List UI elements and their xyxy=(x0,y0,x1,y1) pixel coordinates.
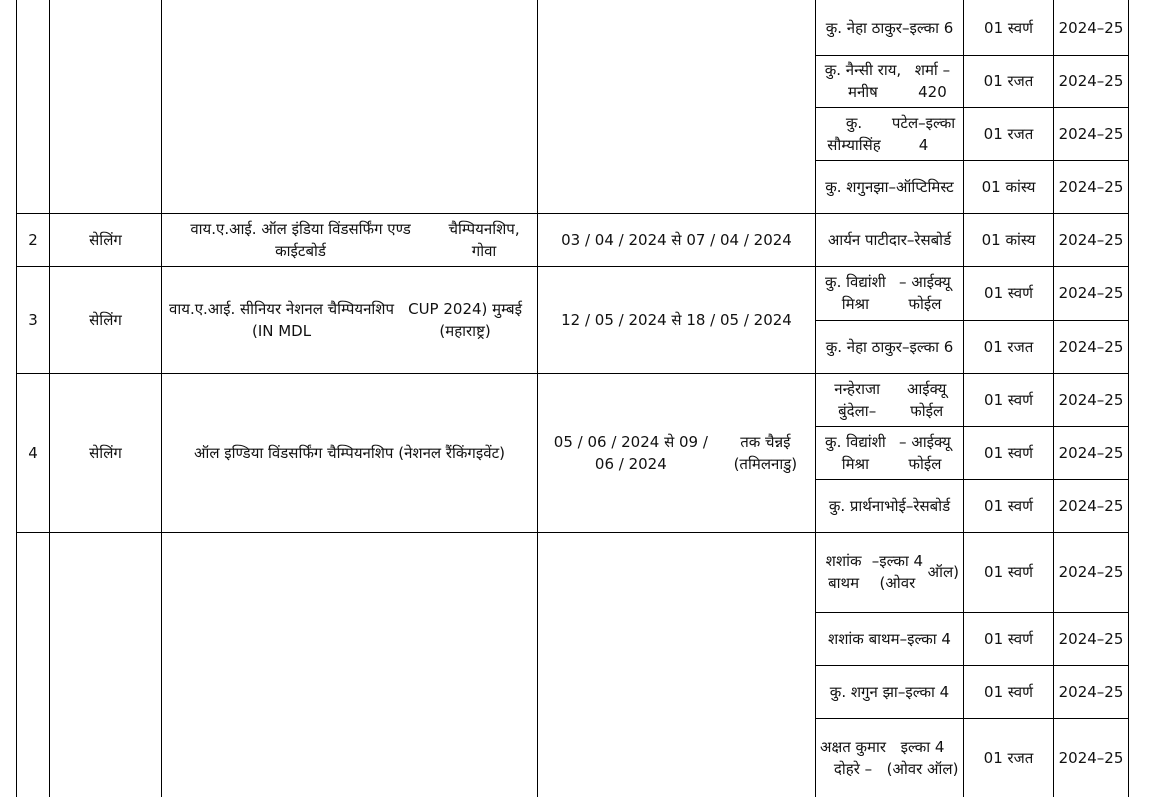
year-cell-text: 2024–25 xyxy=(1058,230,1124,249)
medal-cell-text: 01 रजत xyxy=(983,337,1034,356)
year-cell xyxy=(1054,612,1128,665)
event-cell xyxy=(162,373,537,532)
winner-name-cell-line: आर्यन पाटीदार xyxy=(827,230,907,249)
event-cell-line: चैम्पियनशिप, गोवा xyxy=(448,219,520,260)
medal-cell xyxy=(964,107,1053,160)
sport-cell xyxy=(50,266,161,373)
medal-cell xyxy=(964,612,1053,665)
year-cell xyxy=(1054,373,1128,426)
serial-number-cell xyxy=(17,0,49,213)
year-cell-text: 2024–25 xyxy=(1058,177,1124,196)
winner-name-cell-line: –रेसबोर्ड xyxy=(906,230,952,249)
winner-name-cell-line: कु. शगुन झा– xyxy=(829,682,906,701)
winner-name-cell xyxy=(816,373,963,426)
winner-name-cell-line: इल्का 4 (ओवर ऑल) xyxy=(886,737,959,778)
medal-cell xyxy=(964,532,1053,612)
sport-cell xyxy=(50,213,161,266)
event-cell-line: वाय.ए.आई. सीनियर नेशनल चैम्पियनशिप (IN MDL xyxy=(169,299,395,340)
serial-number-cell-text: 4 xyxy=(28,443,38,462)
winner-name-cell xyxy=(816,55,963,107)
medal-cell-text: 01 कांस्य xyxy=(981,230,1036,249)
medal-cell xyxy=(964,213,1053,266)
year-cell-text: 2024–25 xyxy=(1058,748,1124,767)
winner-name-cell xyxy=(816,266,963,320)
winner-name-cell xyxy=(816,479,963,532)
event-cell-line: इवेंट) xyxy=(475,443,505,462)
year-cell-text: 2024–25 xyxy=(1058,284,1124,302)
winner-name-cell-line: कु. नेहा ठाकुर– xyxy=(825,337,910,356)
sport-cell xyxy=(50,373,161,532)
dates-cell-text: 12 / 05 / 2024 से 18 / 05 / 2024 xyxy=(561,310,792,329)
year-cell-text: 2024–25 xyxy=(1058,72,1124,90)
medal-cell xyxy=(964,718,1053,797)
dates-cell-text: 03 / 04 / 2024 से 07 / 04 / 2024 xyxy=(561,230,792,249)
winner-name-cell-line: इल्का 6 xyxy=(909,337,954,356)
sport-cell xyxy=(50,0,161,213)
medal-cell-text: 01 स्वर्ण xyxy=(984,443,1033,462)
winner-name-cell-line: कु. नेहा ठाकुर– xyxy=(825,18,910,37)
winner-name-cell xyxy=(816,718,963,797)
winner-name-cell-line: –इल्का 4 (ओवर xyxy=(871,552,924,592)
medal-cell xyxy=(964,55,1053,107)
winner-name-cell-line: ऑल) xyxy=(927,563,959,581)
medal-cell xyxy=(964,479,1053,532)
medal-cell xyxy=(964,373,1053,426)
year-cell-text: 2024–25 xyxy=(1058,629,1124,648)
winner-name-cell xyxy=(816,320,963,373)
medal-cell-text: 01 स्वर्ण xyxy=(984,563,1033,581)
column-border xyxy=(1128,0,1129,797)
medal-cell-text: 01 स्वर्ण xyxy=(984,496,1033,515)
year-cell-text: 2024–25 xyxy=(1058,337,1124,356)
event-cell xyxy=(162,0,537,213)
winner-name-cell-line: आईक्यू फोईल xyxy=(906,379,947,420)
winner-name-cell xyxy=(816,107,963,160)
winner-name-cell xyxy=(816,665,963,718)
winner-name-cell-line: नन्हेराजा बुंदेला– xyxy=(834,379,881,420)
event-cell-line: ऑल इण्डिया विंडसर्फिंग चैम्पियनशिप (नेशनल रैंकिंग xyxy=(194,443,476,462)
year-cell-text: 2024–25 xyxy=(1058,496,1124,515)
winner-name-cell xyxy=(816,612,963,665)
winner-name-cell xyxy=(816,532,963,612)
dates-cell xyxy=(538,373,815,532)
winner-name-cell-line: इल्का 4 xyxy=(905,682,950,701)
winner-name-cell-line: कु. शगुन xyxy=(825,177,874,196)
winner-name-cell-line: अक्षत कुमार दोहरे – xyxy=(820,737,887,778)
winner-name-cell-line: –इल्का 4 xyxy=(899,629,951,648)
winner-name-cell-line: कु. विद्यांशी मिश्रा xyxy=(825,432,886,473)
year-cell xyxy=(1054,160,1128,213)
medal-cell-text: 01 स्वर्ण xyxy=(984,629,1033,648)
medal-cell xyxy=(964,266,1053,320)
medal-cell xyxy=(964,320,1053,373)
medal-cell xyxy=(964,160,1053,213)
medal-cell-text: 01 रजत xyxy=(983,72,1034,90)
winner-name-cell-line: पटेल–इल्का 4 xyxy=(891,113,956,154)
medal-cell-text: 01 स्वर्ण xyxy=(984,18,1033,37)
medal-cell-text: 01 रजत xyxy=(983,748,1034,767)
serial-number-cell xyxy=(17,266,49,373)
year-cell xyxy=(1054,107,1128,160)
dates-cell xyxy=(538,532,815,797)
year-cell-text: 2024–25 xyxy=(1058,390,1124,409)
dates-cell-line: 05 / 06 / 2024 से 09 / 06 / 2024 xyxy=(553,432,708,473)
year-cell xyxy=(1054,320,1128,373)
year-cell xyxy=(1054,665,1128,718)
winner-name-cell-line: भोई–रेसबोर्ड xyxy=(884,496,951,515)
medal-cell xyxy=(964,426,1053,479)
winner-name-cell-line: शशांक बाथम xyxy=(825,552,862,592)
dates-cell-line: तक चैन्नई (तमिलनाडु) xyxy=(733,432,798,473)
serial-number-cell xyxy=(17,532,49,797)
event-cell xyxy=(162,266,537,373)
winner-name-cell xyxy=(816,213,963,266)
medal-cell-text: 01 रजत xyxy=(983,124,1034,143)
winner-name-cell-line: कु. सौम्यासिंह xyxy=(827,113,881,154)
year-cell-text: 2024–25 xyxy=(1058,18,1124,37)
winner-name-cell-line: कु. विद्यांशी मिश्रा xyxy=(825,273,886,313)
dates-cell xyxy=(538,0,815,213)
sport-cell-text: सेलिंग xyxy=(89,443,122,462)
year-cell xyxy=(1054,213,1128,266)
year-cell-text: 2024–25 xyxy=(1058,443,1124,462)
year-cell xyxy=(1054,426,1128,479)
serial-number-cell xyxy=(17,373,49,532)
year-cell-text: 2024–25 xyxy=(1058,124,1124,143)
medal-cell xyxy=(964,665,1053,718)
winner-name-cell-line: – आईक्यू फोईल xyxy=(899,432,951,473)
year-cell xyxy=(1054,532,1128,612)
year-cell xyxy=(1054,479,1128,532)
serial-number-cell xyxy=(17,213,49,266)
winner-name-cell-line: इल्का 6 xyxy=(909,18,954,37)
medal-cell-text: 01 स्वर्ण xyxy=(984,390,1033,409)
sport-cell-text: सेलिंग xyxy=(89,310,122,329)
winner-name-cell-line: कु. नैन्सी राय, मनीष xyxy=(824,61,902,101)
dates-cell xyxy=(538,266,815,373)
event-cell xyxy=(162,213,537,266)
winner-name-cell xyxy=(816,0,963,55)
event-cell-line: वाय.ए.आई. ऑल इंडिया विंडसर्फिंग एण्ड काईटबोर्ड xyxy=(190,219,411,260)
serial-number-cell-text: 3 xyxy=(28,310,38,329)
year-cell-text: 2024–25 xyxy=(1058,563,1124,581)
event-cell xyxy=(162,532,537,797)
sport-cell xyxy=(50,532,161,797)
medal-cell-text: 01 स्वर्ण xyxy=(984,284,1033,302)
winner-name-cell-line: शशांक बाथम xyxy=(828,629,900,648)
winner-name-cell xyxy=(816,160,963,213)
medal-cell-text: 01 कांस्य xyxy=(981,177,1036,196)
winner-name-cell-line: – आईक्यू फोईल xyxy=(899,273,951,313)
year-cell xyxy=(1054,266,1128,320)
year-cell xyxy=(1054,0,1128,55)
year-cell-text: 2024–25 xyxy=(1058,682,1124,701)
sport-cell-text: सेलिंग xyxy=(89,230,122,249)
year-cell xyxy=(1054,718,1128,797)
medal-cell-text: 01 स्वर्ण xyxy=(984,682,1033,701)
dates-cell xyxy=(538,213,815,266)
serial-number-cell-text: 2 xyxy=(28,230,38,249)
winner-name-cell-line: शर्मा – 420 xyxy=(914,61,951,101)
winner-name-cell-line: झा–ऑप्टिमिस्ट xyxy=(873,177,954,196)
event-cell-line: CUP 2024) मुम्बई (महाराष्ट्र) xyxy=(408,299,522,340)
winner-name-cell-line: कु. प्रार्थना xyxy=(828,496,885,515)
medal-cell xyxy=(964,0,1053,55)
year-cell xyxy=(1054,55,1128,107)
winner-name-cell xyxy=(816,426,963,479)
